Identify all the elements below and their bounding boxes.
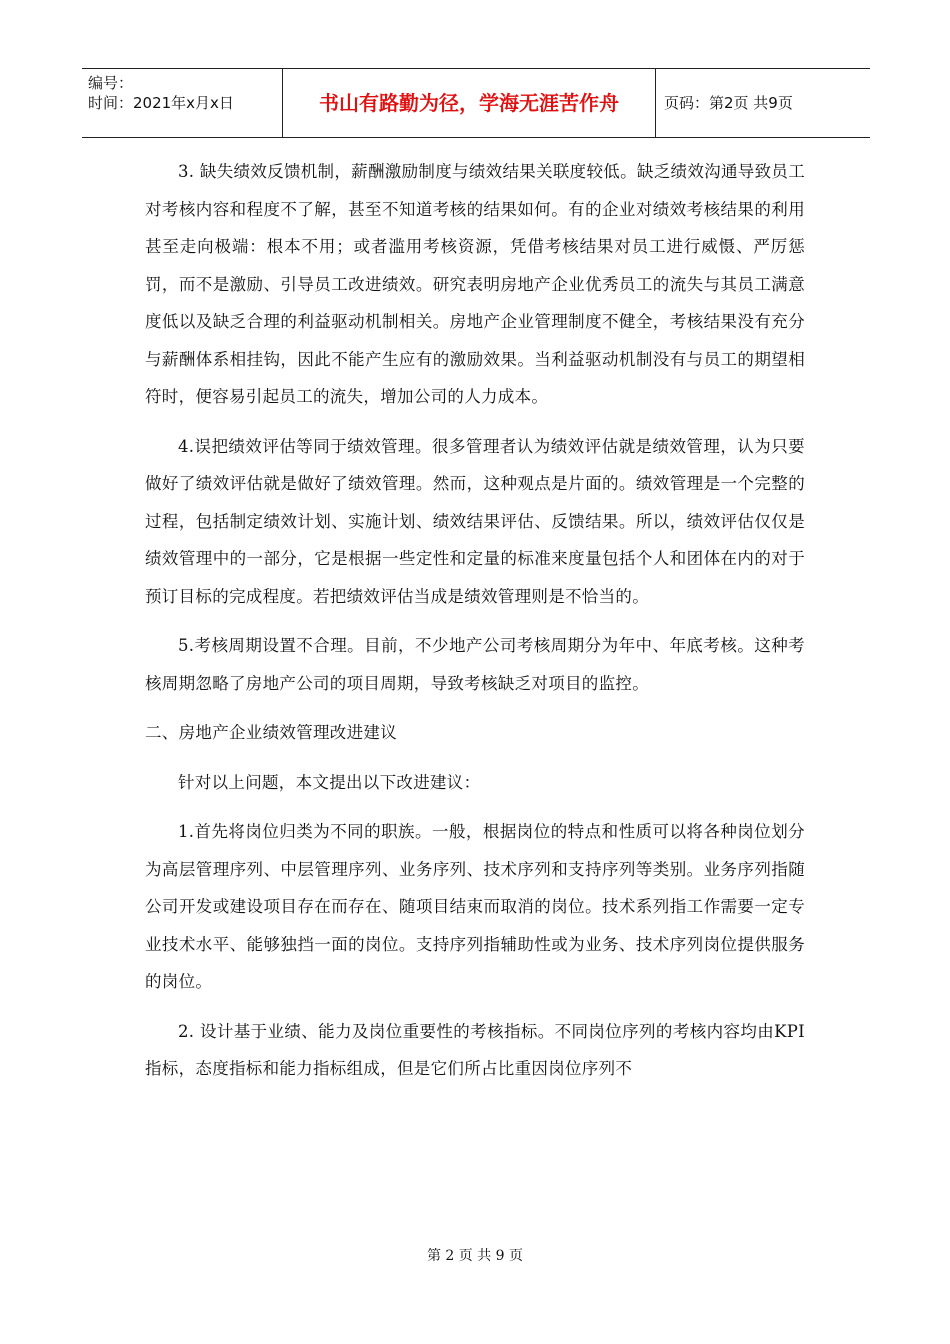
paragraph-suggestion-2: 2. 设计基于业绩、能力及岗位重要性的考核指标。不同岗位序列的考核内容均由KPI指标，态度指标和能力指标组成，但是它们所占比重因岗位序列不 [145, 1021, 805, 1078]
paragraph-item-5: 5.考核周期设置不合理。目前，不少地产公司考核周期分为年中、年底考核。这种考核周期忽略了房地产公司的项目周期，导致考核缺乏对项目的监控。 [145, 636, 805, 693]
time-label: 时间：2021年x月x日 [88, 94, 234, 112]
paragraph-item-3: 3. 缺失绩效反馈机制，薪酬激励制度与绩效结果关联度较低。缺乏绩效沟通导致员工对考核内容和程度不了解，甚至不知道考核的结果如何。有的企业对绩效考核结果的利用甚至走向极端：根本不用；或者滥用考核资源，凭借考核结果对员工进行威慑、严厉惩罚，而不是激励、引导员工改进绩效。研究表明房地产企业优秀员工的流失与其员工满意度低以及缺乏合理的利益驱动机制相关。房地产企业管理制度不健全，考核结果没有充分与薪酬体系相挂钩，因此不能产生应有的激励效果。当利益驱动机制没有与员工的期望相符时，便容易引起员工的流失，增加公司的人力成本。 [145, 162, 805, 406]
header-page-code: 页码：第2页 共9页 [664, 94, 793, 112]
header-meta [82, 69, 282, 137]
paragraph-intro: 针对以上问题，本文提出以下改进建议： [178, 772, 481, 792]
paragraph-suggestion-1: 1.首先将岗位归类为不同的职族。一般，根据岗位的特点和性质可以将各种岗位划分为高层管理序列、中层管理序列、业务序列、技术序列和支持序列等类别。业务序列指随公司开发或建设项目存在而存在、随项目结束而取消的岗位。技术系列指工作需要一定专业技术水平、能够独挡一面的岗位。支持序列指辅助性或为业务、技术序列岗位提供服务的岗位。 [145, 822, 805, 991]
page-footer: 第 2 页 共 9 页 [426, 1248, 524, 1264]
document-body [145, 153, 805, 1100]
paragraph-item-4: 4.误把绩效评估等同于绩效管理。很多管理者认为绩效评估就是绩效管理，认为只要做好了绩效评估就是做好了绩效管理。然而，这种观点是片面的。绩效管理是一个完整的过程，包括制定绩效计划、实施计划、绩效结果评估、反馈结果。所以，绩效评估仅仅是绩效管理中的一部分，它是根据一些定性和定量的标准来度量包括个人和团体在内的对于预订目标的完成程度。若把绩效评估当成是绩效管理则是不恰当的。 [145, 436, 805, 606]
section-heading: 二、房地产企业绩效管理改进建议 [145, 723, 397, 742]
page-header [82, 68, 870, 138]
header-motto: 书山有路勤为径，学海无涯苦作舟 [282, 69, 656, 137]
number-label: 编号： [88, 74, 134, 92]
